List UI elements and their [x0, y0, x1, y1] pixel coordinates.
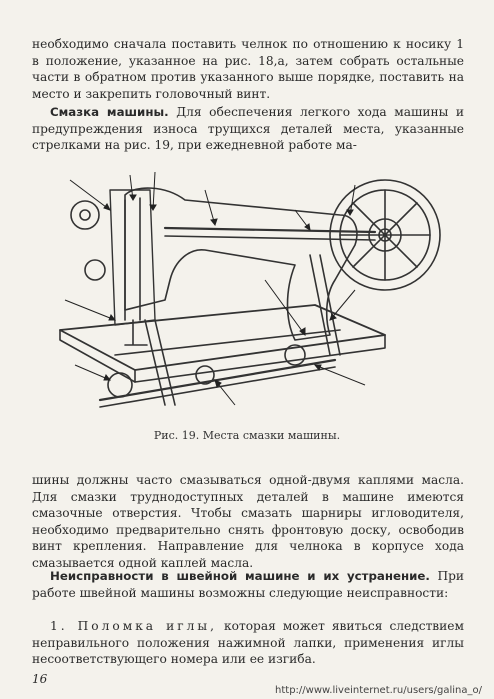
lubrication-heading: Смазка машины. — [50, 105, 169, 119]
figure-caption: Рис. 19. Места смазки машины. — [153, 429, 341, 442]
malfunctions-heading: Неисправности в швейной машине и их устранение. — [50, 569, 430, 583]
paragraph-intro: необходимо сначала поставить челнок по отношению к носику 1 в положение, указанное на рис. 18,а, затем собрать остальные части в обратном против указанного выше порядке, поставить на место и закрепить головочный винт. — [32, 37, 464, 101]
paragraph-lubrication — [32, 104, 464, 154]
paragraph-malfunctions — [32, 568, 464, 601]
needle-breakage-text: которая может явиться следствием неправильного положения нажимной лапки, применения иглы несоответствующего номера или ее изгиба. — [32, 619, 464, 667]
page-number: 16 — [32, 672, 48, 686]
lubrication-text: Для обеспечения легкого хода машины и предупреждения износа трущихся деталей места, указанные стрелками на рис. 19, при ежедневной работе ма- — [32, 105, 464, 153]
sewing-machine-illustration — [55, 170, 445, 420]
malfunctions-text: При работе швейной машины возможны следующие неисправности: — [32, 569, 464, 600]
paragraph-needle-breakage — [32, 618, 464, 668]
paragraph-oiling-details: шины должны часто смазываться одной-двумя каплями масла. Для смазки труднодоступных деталей в машине имеются смазочные отверстия. Чтобы смазать шарниры игловодителя, необходимо предварительно снять фронтовую доску, освободив винт крепления. Направление для челнока в корпусе хода смазывается одной каплей масла. — [32, 473, 464, 570]
footer-url: http://www.liveinternet.ru/users/galina_o/ — [275, 685, 482, 696]
needle-breakage-term: 1. Поломка иглы, — [50, 619, 217, 633]
